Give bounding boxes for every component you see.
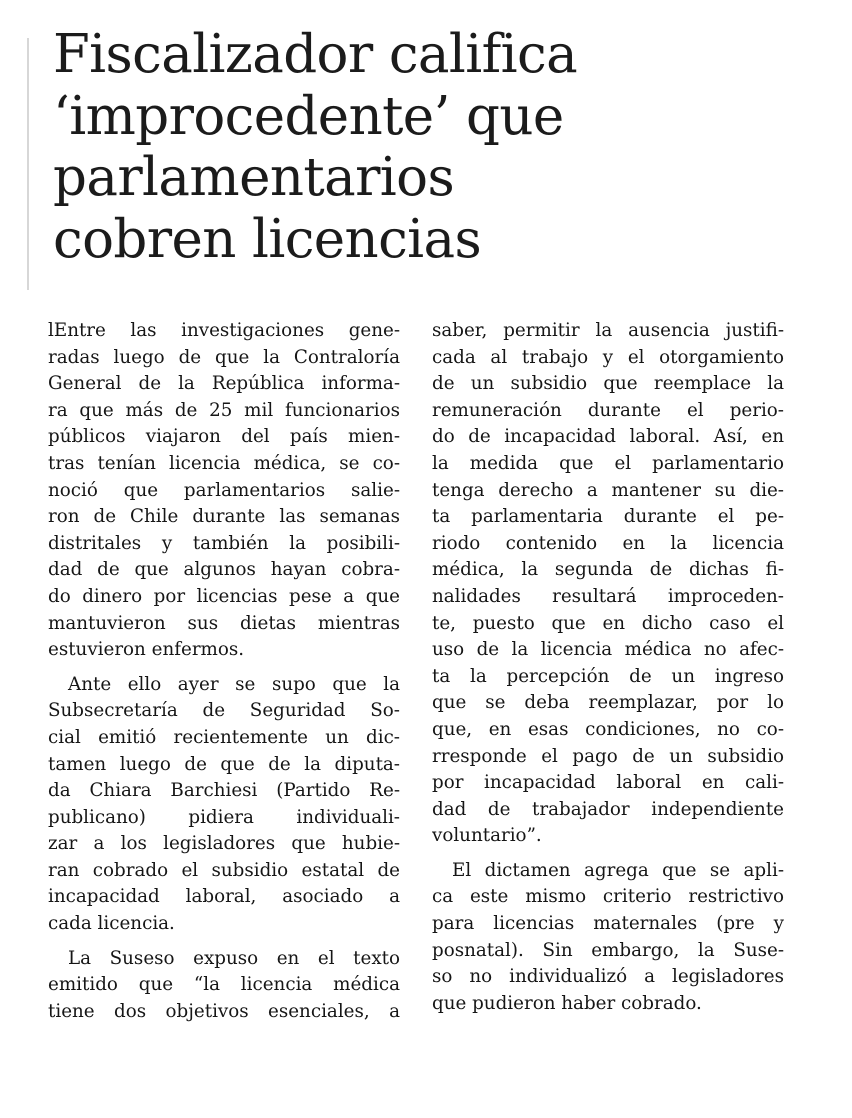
- article-headline: [53, 24, 773, 270]
- paragraph-line: so no individualizó a legisladores: [432, 966, 784, 988]
- paragraph-line: dad de trabajador independiente: [432, 798, 784, 820]
- paragraph-line: lEntre las investigaciones gene-: [48, 320, 400, 341]
- paragraph-line: posnatal). Sin embargo, la Suse-: [432, 939, 784, 961]
- article-column-right: [432, 318, 784, 1017]
- paragraph-line: de un subsidio que reemplace la: [432, 373, 784, 395]
- paragraph-line: remuneración durante el perio-: [432, 399, 784, 421]
- paragraph-line: por incapacidad laboral en cali-: [432, 772, 784, 794]
- paragraph-line: tamen luego de que de la diputa-: [48, 753, 400, 775]
- paragraph-line: uso de la licencia médica no afec-: [432, 639, 784, 661]
- article-paragraph: [48, 672, 400, 938]
- paragraph-line: tiene dos objetivos esenciales, a: [48, 1000, 400, 1022]
- paragraph-line: ta la percepción de un ingreso: [432, 665, 784, 687]
- paragraph-line: públicos viajaron del país mien-: [48, 426, 400, 448]
- paragraph-line: ta parlamentaria durante el pe-: [432, 506, 784, 528]
- paragraph-line: ra que más de 25 mil funcionarios: [48, 399, 400, 421]
- paragraph-line: te, puesto que en dicho caso el: [432, 612, 784, 634]
- paragraph-line: ron de Chile durante las semanas: [48, 506, 400, 528]
- paragraph-line: emitido que “la licencia médica: [48, 974, 400, 996]
- paragraph-line: médica, la segunda de dichas fi-: [432, 559, 784, 581]
- article-paragraph: [48, 946, 400, 1026]
- paragraph-line: ca este mismo criterio restrictivo: [432, 886, 784, 908]
- paragraph-line: cial emitió recientemente un dic-: [48, 726, 400, 748]
- headline-line: Fiscalizador califica: [53, 24, 578, 85]
- article-paragraph: [48, 318, 400, 664]
- paragraph-line: nalidades resultará improceden-: [432, 585, 784, 607]
- headline-side-rule: [27, 38, 29, 290]
- headline-line: parlamentarios: [53, 147, 455, 208]
- paragraph-line: saber, permitir la ausencia justifi-: [432, 320, 784, 341]
- paragraph-line: que pudieron haber cobrado.: [432, 992, 702, 1014]
- paragraph-line: da Chiara Barchiesi (Partido Re-: [48, 780, 400, 802]
- paragraph-line: ran cobrado el subsidio estatal de: [48, 859, 400, 881]
- paragraph-line: noció que parlamentarios salie-: [48, 479, 400, 501]
- paragraph-line: que se deba reemplazar, por lo: [432, 692, 784, 714]
- paragraph-line: do dinero por licencias pese a que: [48, 585, 400, 607]
- paragraph-line: publicano) pidiera individuali-: [48, 806, 400, 828]
- paragraph-line: zar a los legisladores que hubie-: [48, 833, 400, 855]
- paragraph-line: radas luego de que la Contraloría: [48, 346, 400, 368]
- paragraph-line: dad de que algunos hayan cobra-: [48, 559, 400, 581]
- paragraph-line: cada al trabajo y el otorgamiento: [432, 346, 784, 368]
- paragraph-line: cada licencia.: [48, 913, 175, 935]
- paragraph-line: rresponde el pago de un subsidio: [432, 745, 784, 767]
- paragraph-line: distritales y también la posibili-: [48, 532, 400, 554]
- paragraph-line: estuvieron enfermos.: [48, 639, 245, 661]
- article-paragraph: [432, 858, 784, 1018]
- paragraph-line: General de la República informa-: [48, 373, 400, 395]
- paragraph-line: do de incapacidad laboral. Así, en: [432, 426, 784, 448]
- paragraph-line: mantuvieron sus dietas mientras: [48, 612, 400, 634]
- paragraph-line: El dictamen agrega que se apli-: [452, 859, 784, 881]
- paragraph-line: tenga derecho a mantener su die-: [432, 479, 784, 501]
- paragraph-line: para licencias maternales (pre y: [432, 913, 784, 935]
- paragraph-line: incapacidad laboral, asociado a: [48, 886, 400, 908]
- paragraph-line: la medida que el parlamentario: [432, 452, 784, 474]
- paragraph-line: riodo contenido en la licencia: [432, 532, 784, 554]
- headline-line: ‘improcedente’ que: [53, 85, 564, 147]
- paragraph-line: La Suseso expuso en el texto: [68, 947, 400, 969]
- paragraph-line: que, en esas condiciones, no co-: [432, 718, 784, 740]
- paragraph-line: Ante ello ayer se supo que la: [68, 673, 400, 695]
- article-column-left: [48, 318, 400, 1025]
- paragraph-line: tras tenían licencia médica, se co-: [48, 452, 400, 474]
- article-paragraph: [432, 318, 784, 850]
- headline-line: cobren licencias: [53, 208, 482, 270]
- paragraph-line: voluntario”.: [432, 825, 542, 847]
- paragraph-line: Subsecretaría de Seguridad So-: [48, 700, 400, 722]
